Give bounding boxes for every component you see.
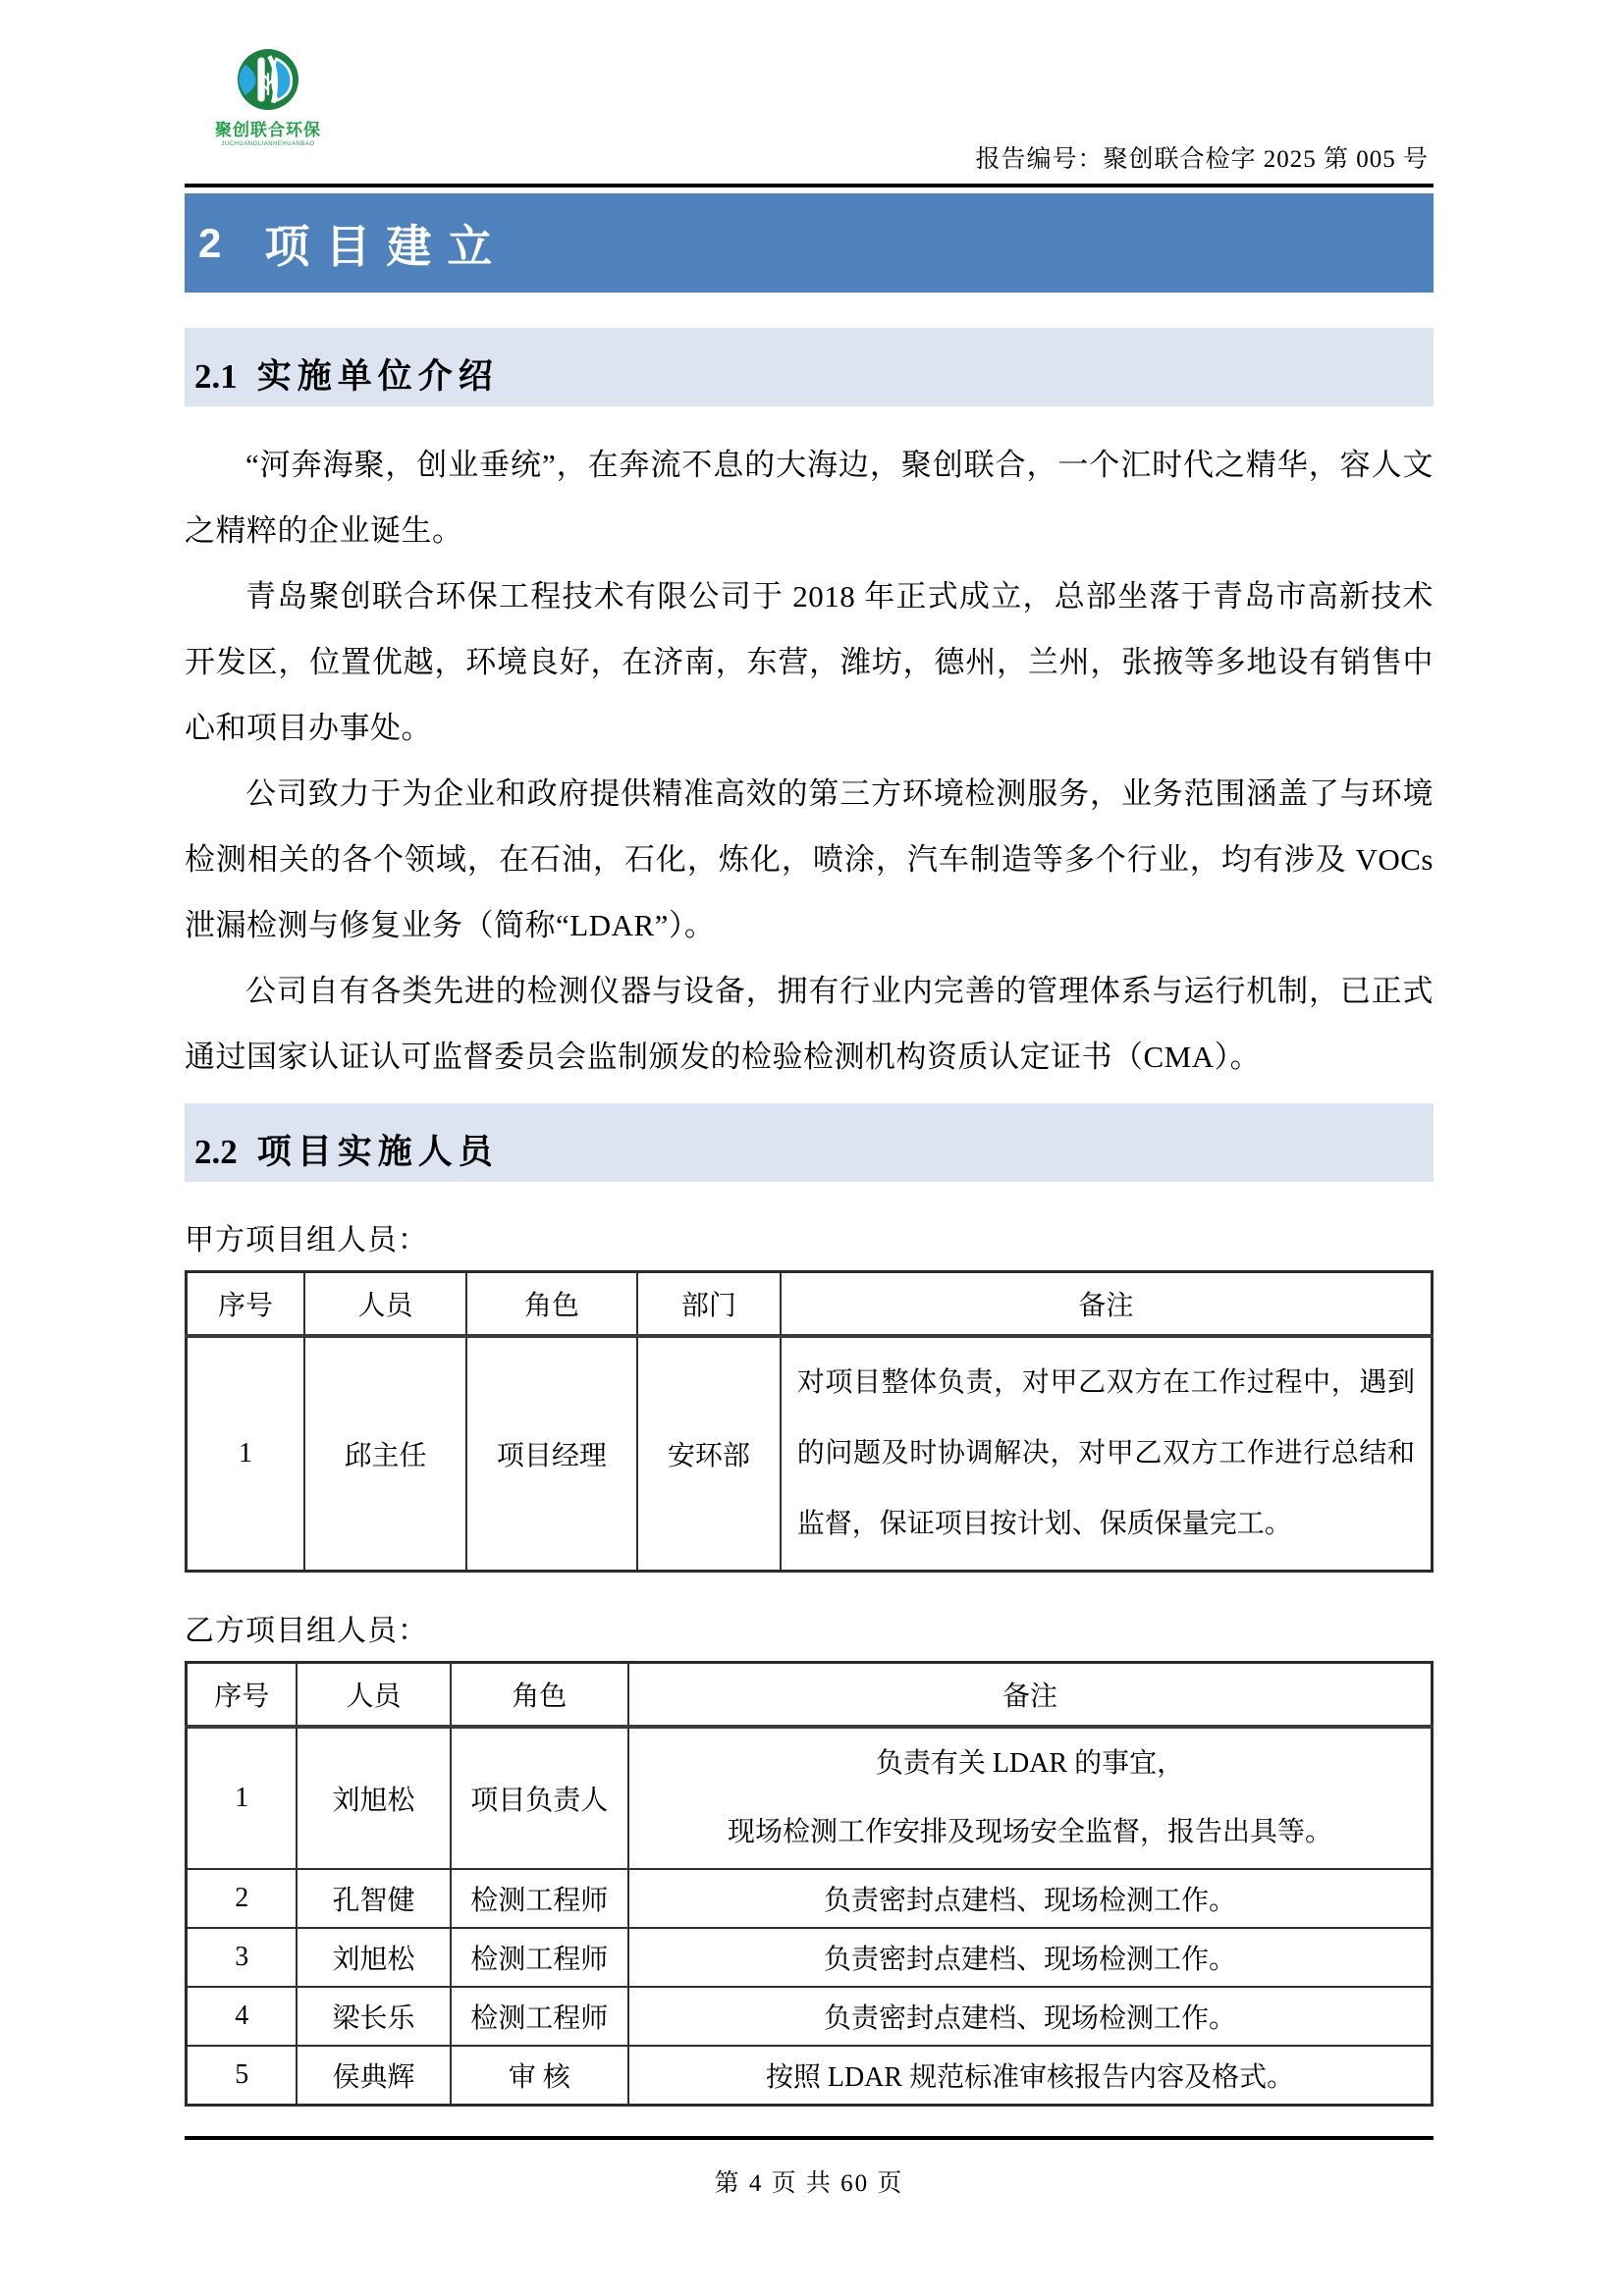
cell-remark [628,1727,1433,1869]
party-a-table-label: 甲方项目组人员： [185,1224,428,1256]
remark-line: 负责有关 LDAR 的事宜， [875,1748,1185,1779]
column-header: 备注 [628,1663,1433,1728]
header-rule [185,184,1434,187]
cell-no: 5 [187,2046,298,2106]
column-header: 人员 [297,1663,450,1728]
table-row [187,1928,1433,1987]
paragraph: 青岛聚创联合环保工程技术有限公司于 2018 年正式成立，总部坐落于青岛市高新技术开发区，位置优越，环境良好，在济南，东营，潍坊，德州，兰州，张掖等多地设有销售中心和项目办事处。 [185,579,1434,745]
section-body [185,432,1434,1090]
cell-role: 项目负责人 [451,1727,628,1869]
party-a-table [185,1270,1434,1573]
column-header: 角色 [451,1663,628,1728]
column-header: 角色 [466,1272,637,1337]
party-b-table-label: 乙方项目组人员： [185,1615,428,1647]
cell-remark: 对项目整体负责，对甲乙双方在工作过程中，遇到的问题及时协调解决，对甲乙双方工作进行总结和监督，保证项目按计划、保质保量完工。 [781,1336,1433,1572]
cell-role: 检测工程师 [451,1987,628,2046]
table-header-row [187,1663,1433,1728]
cell-role: 检测工程师 [451,1869,628,1928]
table-row [187,1336,1433,1572]
column-header: 人员 [304,1272,466,1337]
cell-no: 4 [187,1987,298,2046]
cell-dept: 安环部 [637,1336,781,1572]
report-number: 报告编号：聚创联合检字 2025 第 005 号 [975,146,1429,173]
cell-name: 孔智健 [297,1869,450,1928]
table-row [187,2046,1433,2106]
table-row [187,1727,1433,1869]
remark-line: 现场检测工作安排及现场安全监督，报告出具等。 [727,1817,1332,1847]
chapter-title: 项目建立 [264,220,509,272]
cell-remark: 按照 LDAR 规范标准审核报告内容及格式。 [628,2046,1433,2106]
cell-name: 刘旭松 [297,1727,450,1869]
page-number: 第 4 页 共 60 页 [714,2170,904,2197]
cell-name: 侯典辉 [297,2046,450,2106]
cell-role: 项目经理 [466,1336,637,1572]
page-footer [185,2136,1434,2199]
cell-name: 刘旭松 [297,1928,450,1987]
section-number: 2.2 [194,1133,238,1171]
party-b-table [185,1661,1434,2107]
cell-no: 2 [187,1869,298,1928]
page-header [185,0,1434,187]
section-title: 实施单位介绍 [256,357,499,396]
section-title: 项目实施人员 [256,1133,499,1171]
cell-remark: 负责密封点建档、现场检测工作。 [628,1987,1433,2046]
cell-name: 邱主任 [304,1336,466,1572]
cell-no: 1 [187,1727,298,1869]
section-heading-2-1 [185,328,1434,406]
cell-no: 1 [187,1336,305,1572]
column-header: 备注 [781,1272,1433,1337]
table-row [187,1869,1433,1928]
table-row [187,1987,1433,2046]
cell-role: 检测工程师 [451,1928,628,1987]
chapter-number: 2 [198,219,222,266]
paragraph: “河奔海聚，创业垂统”，在奔流不息的大海边，聚创联合，一个汇时代之精华，容人文之精粹的企业诞生。 [185,448,1434,548]
cell-role: 审 核 [451,2046,628,2106]
column-header: 部门 [637,1272,781,1337]
table-header-row [187,1272,1433,1337]
page-content [185,193,1434,2107]
paragraph: 公司自有各类先进的检测仪器与设备，拥有行业内完善的管理体系与运行机制，已正式通过国家认证认可监督委员会监制颁发的检验检测机构资质认定证书（CMA）。 [185,974,1434,1074]
section-number: 2.1 [194,357,238,396]
cell-no: 3 [187,1928,298,1987]
paragraph: 公司致力于为企业和政府提供精准高效的第三方环境检测服务，业务范围涵盖了与环境检测相关的各个领域，在石油，石化，炼化，喷涂，汽车制造等多个行业，均有涉及 VOCs 泄漏检测与修复业务（简称“LDAR”）。 [185,776,1434,942]
logo-company-name: 聚创联合环保 [215,121,321,139]
section-heading-2-2 [185,1103,1434,1182]
cell-remark: 负责密封点建档、现场检测工作。 [628,1928,1433,1987]
cell-remark: 负责密封点建档、现场检测工作。 [628,1869,1433,1928]
chapter-heading [185,193,1434,293]
column-header: 序号 [187,1272,305,1337]
cell-name: 梁长乐 [297,1987,450,2046]
column-header: 序号 [187,1663,298,1728]
logo-company-name-latin: JUCHUANGLIANHEHUANBAO [221,141,315,147]
footer-rule [185,2136,1434,2140]
